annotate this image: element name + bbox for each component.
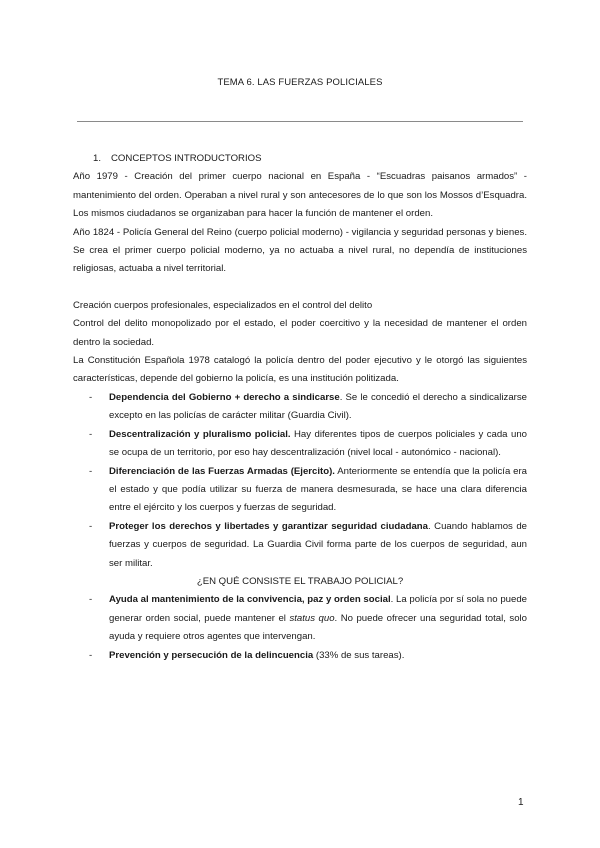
list-item — [73, 647, 527, 665]
dash-bullet: - — [89, 594, 93, 606]
list-item-bold: Diferenciación de las Fuerzas Armadas (Ejercito). — [109, 465, 335, 477]
list-item-text: . Cuando hablamos de fuerzas y cuerpos de seguridad. La Guardia Civil forma parte de los cuerpos de seguridad, aun ser militar. — [109, 520, 527, 569]
list-item — [73, 591, 527, 646]
section-heading-text: CONCEPTOS INTRODUCTORIOS — [111, 153, 262, 164]
paragraph-gap — [73, 279, 527, 297]
list-item — [73, 463, 527, 518]
title-divider — [77, 121, 523, 122]
paragraph-1979: Año 1979 - Creación del primer cuerpo nacional en España - “Escuadras paisanos armados” - mantenimiento del orden. Operaban a nivel rural y son antecesores de lo que son los Mossos d’Esquadra. Los mismos ciudadanos se organizaban para hacer la función de mantener el orden. — [73, 171, 527, 220]
dash-bullet: - — [89, 520, 93, 532]
list-item — [73, 518, 527, 573]
list-item-text: . Se le concedió el derecho a sindicalizarse excepto en las policías de carácter militar (Guardia Civil). — [109, 391, 527, 422]
list-item-italic: status quo — [289, 612, 335, 624]
dash-bullet: - — [89, 649, 93, 661]
section-heading — [73, 150, 527, 168]
dash-bullet: - — [89, 391, 93, 403]
paragraph-crime-control: Control del delito monopolizado por el estado, el poder coercitivo y la necesidad de mantener el orden dentro la sociedad. — [73, 318, 527, 348]
list-item-text: Anteriormente se entendía que la policía era el estado y que podía utilizar su fuerza de manera desmesurada, se hace una clara diferencia entre el ejército y los cuerpos y fuerzas de seguridad. — [109, 465, 527, 514]
paragraph-1824: Año 1824 - Policía General del Reino (cuerpo policial moderno) - vigilancia y seguridad personas y bienes. Se crea el primer cuerpo policial moderno, ya no actuaba a nivel rural, no dependía de instituciones religiosas, actuaba a nivel territorial. — [73, 226, 527, 275]
paragraph-constitution: La Constitución Española 1978 catalogó la policía dentro del poder ejecutivo y le otorgó las siguientes características, depende del gobierno la policía, es una institución politizada. — [73, 355, 527, 385]
paragraph-professional-bodies: Creación cuerpos profesionales, especializados en el control del delito — [73, 299, 373, 311]
document-title: TEMA 6. LAS FUERZAS POLICIALES — [217, 77, 383, 88]
police-work-list — [73, 591, 527, 665]
list-item-bold: Descentralización y pluralismo policial. — [109, 428, 291, 440]
list-item-text: (33% de sus tareas). — [313, 649, 405, 661]
characteristics-list — [73, 389, 527, 573]
list-item-bold: Dependencia del Gobierno + derecho a sindicarse — [109, 391, 340, 403]
document-body — [73, 150, 527, 665]
list-item — [73, 389, 527, 426]
list-item-text: Hay diferentes tipos de cuerpos policiales y cada uno se ocupa de un territorio, por eso hay descentralización (nivel local - autonómico - nacional). — [109, 428, 527, 459]
list-item-text: . La policía por sí sola no puede generar orden social, puede mantener el — [109, 594, 527, 624]
list-item-bold: Ayuda al mantenimiento de la convivencia, paz y orden social — [109, 594, 391, 606]
dash-bullet: - — [89, 465, 93, 477]
list-item — [73, 426, 527, 463]
list-item-bold: Proteger los derechos y libertades y garantizar seguridad ciudadana — [109, 520, 428, 532]
list-item-bold: Prevención y persecución de la delincuencia — [109, 649, 314, 661]
section-number: 1. — [93, 153, 102, 164]
subheading: ¿EN QUÉ CONSISTE EL TRABAJO POLICIAL? — [196, 575, 404, 587]
list-item-text: . No puede ofrecer una seguridad total, solo ayuda y requiere otros agentes que intervengan. — [109, 612, 528, 643]
dash-bullet: - — [89, 428, 93, 440]
page-number: 1 — [518, 797, 524, 808]
